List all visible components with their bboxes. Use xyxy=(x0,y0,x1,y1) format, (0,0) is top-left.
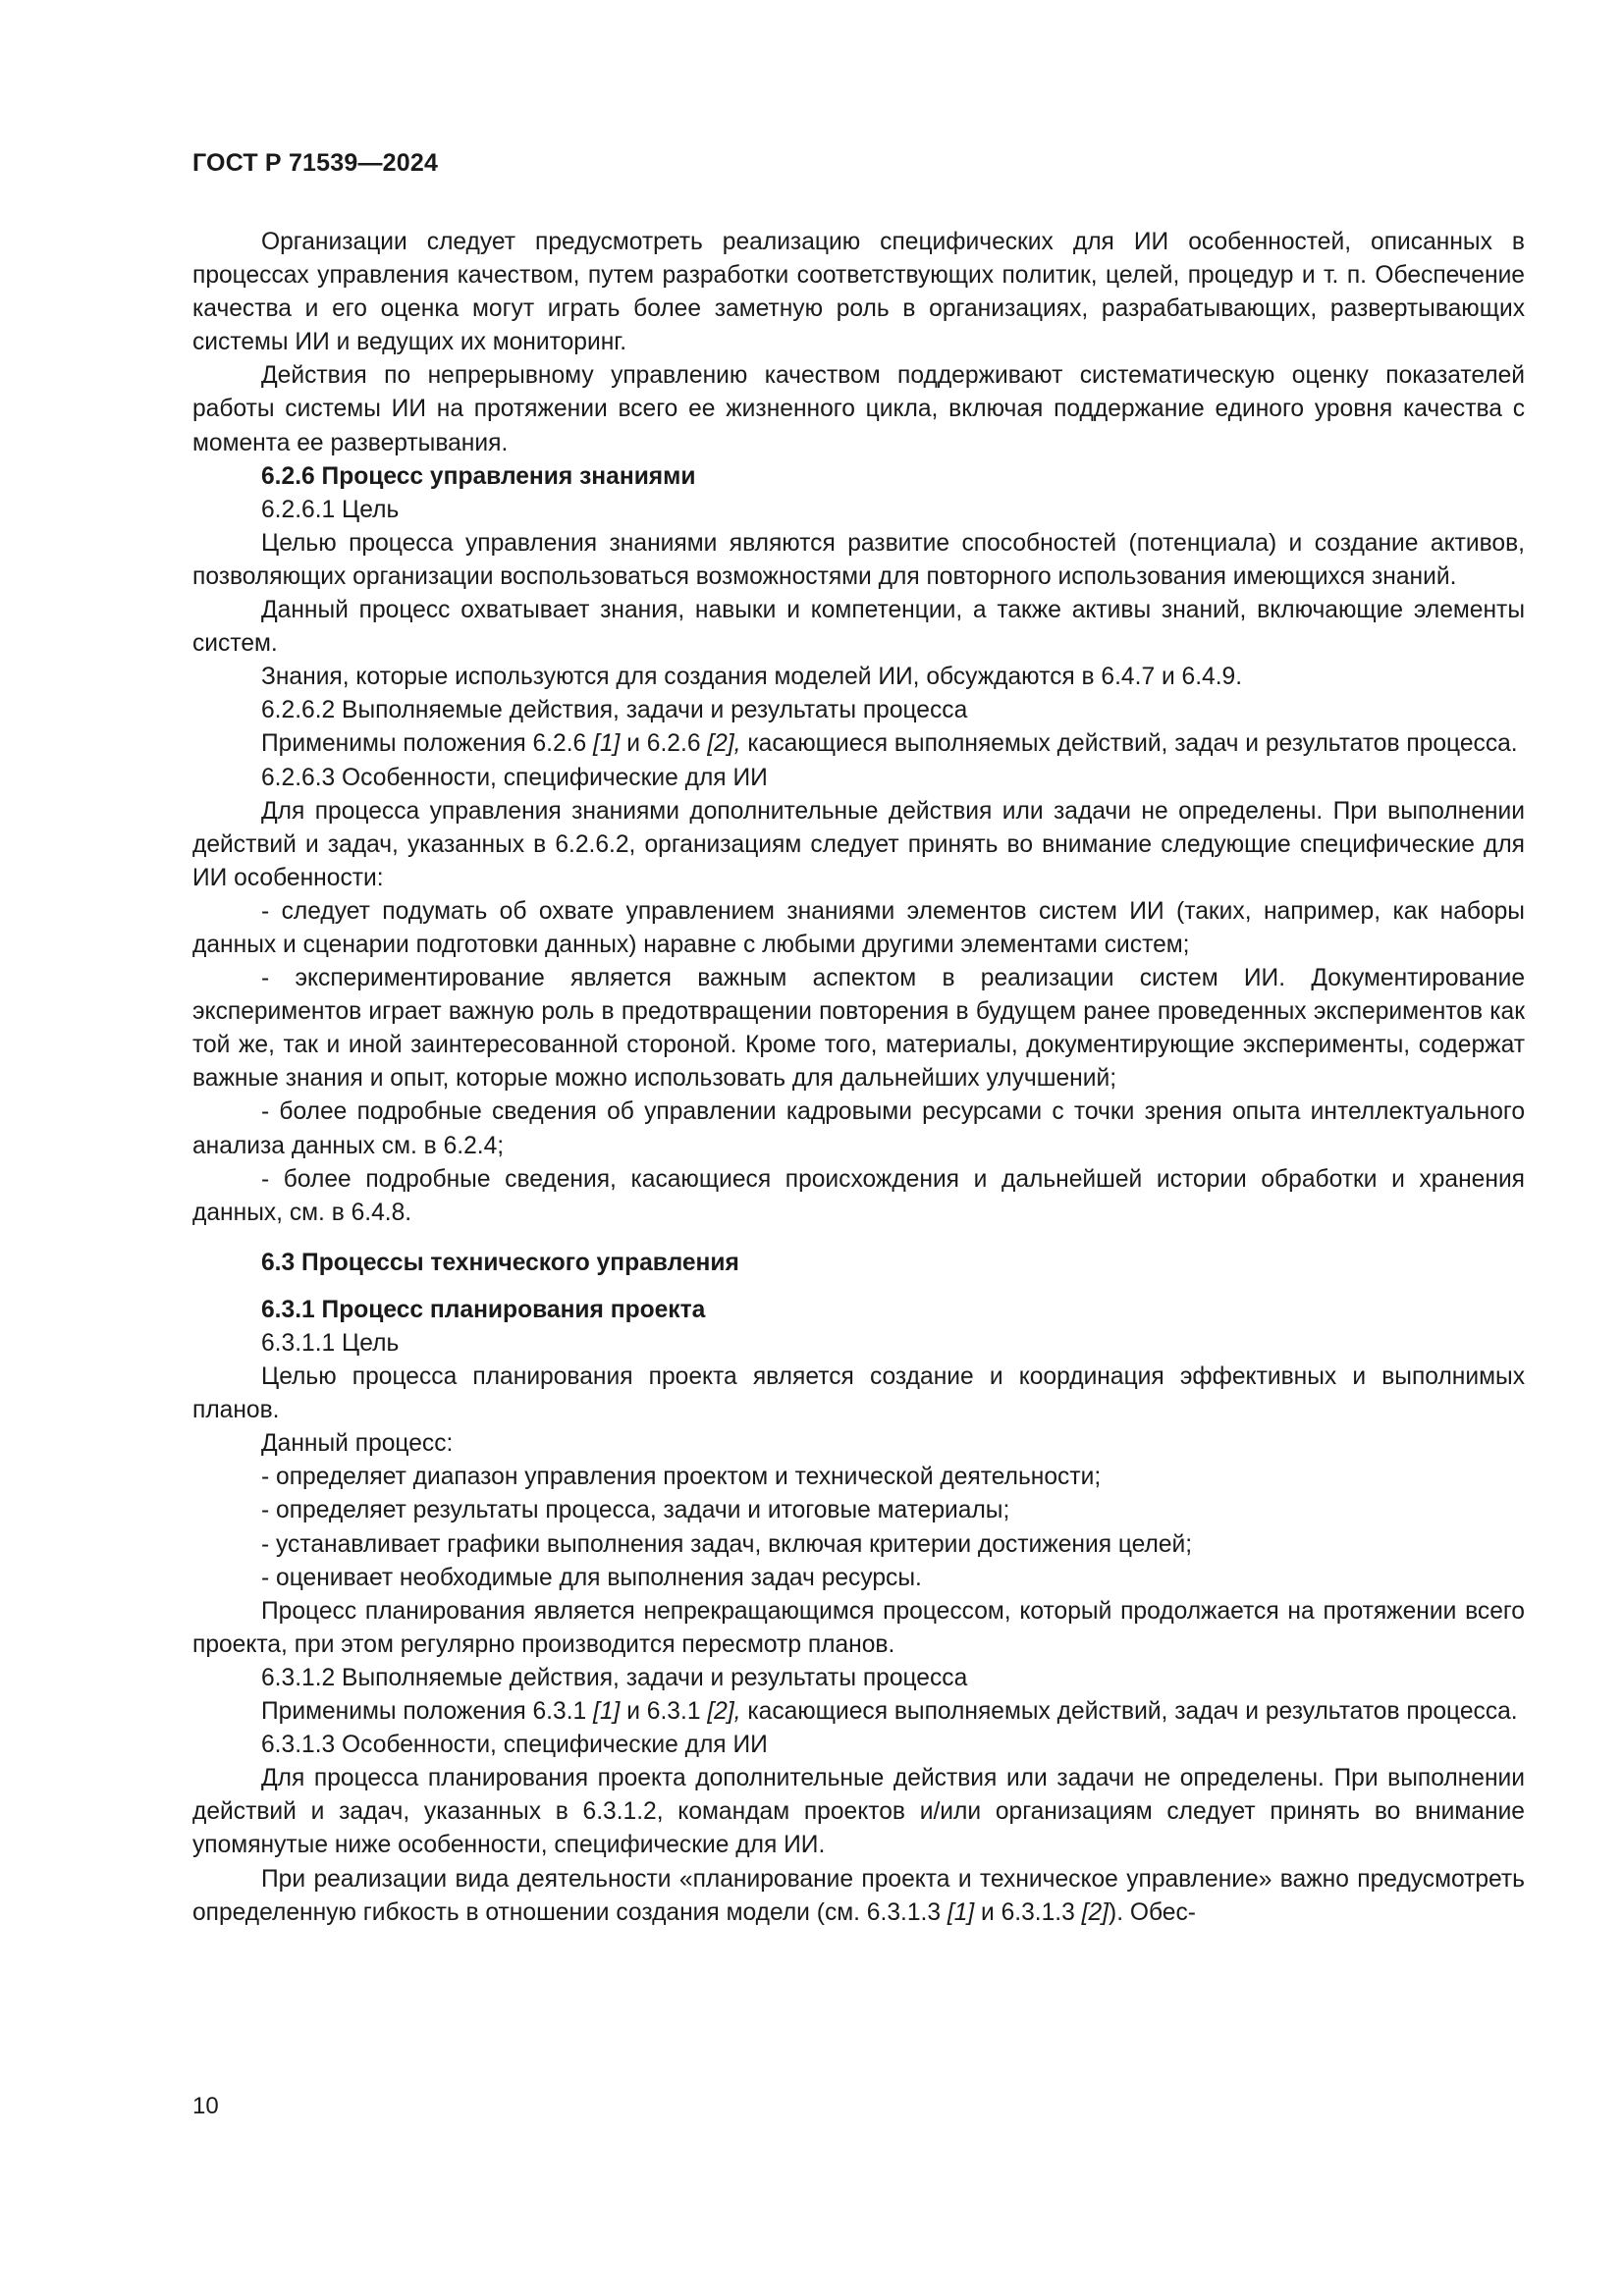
reference-link: [1] xyxy=(947,1898,975,1926)
list-item: - определяет диапазон управления проектом и технической деятельности; xyxy=(261,1464,1102,1491)
document-code-header: ГОСТ Р 71539—2024 xyxy=(192,149,439,177)
list-item: - экспериментирование является важным аспектом в реализации систем ИИ. Документирование экспериментов играет важную роль в предотвращении повторения в будущем ранее проведенных экспериментов как той же, так и иной заинтересованной стороной. Кроме того, материалы, документирующие эксперименты, содержат важные знания и опыт, которые можно использовать для дальнейших улучшений; xyxy=(192,965,1525,1093)
subsection-heading-6-3-1-2: 6.3.1.2 Выполняемые действия, задачи и результаты процесса xyxy=(261,1664,968,1691)
paragraph: Знания, которые используются для создания моделей ИИ, обсуждаются в 6.4.7 и 6.4.9. xyxy=(261,664,1243,691)
reference-link: [2], xyxy=(707,730,741,758)
paragraph: Данный процесс охватывает знания, навыки и компетенции, а также активы знаний, включающие элементы систем. xyxy=(192,597,1525,658)
list-item: - оценивает необходимые для выполнения задач ресурсы. xyxy=(261,1564,922,1591)
text-run: и 6.2.6 xyxy=(620,730,708,758)
paragraph: Для процесса планирования проекта дополнительные действия или задачи не определены. При выполнении действий и задач, указанных в 6.3.1.2, командам проектов и/или организациям следует принять во внимание упомянутые ниже особенности, специфические для ИИ. xyxy=(192,1765,1525,1859)
paragraph xyxy=(192,1695,1525,1729)
text-run: касающиеся выполняемых действий, задач и результатов процесса. xyxy=(740,1698,1518,1726)
text-run: Применимы положения 6.2.6 xyxy=(261,730,594,758)
text-run: Применимы положения 6.3.1 xyxy=(261,1698,594,1726)
paragraph: Целью процесса управления знаниями являются развитие способностей (потенциала) и создание активов, позволяющих организации воспользоваться возможностями для повторного использования имеющихся знаний. xyxy=(192,529,1525,590)
text-run: касающиеся выполняемых действий, задач и результатов процесса. xyxy=(740,730,1518,758)
reference-link: [2] xyxy=(1081,1898,1109,1926)
list-item: - более подробные сведения, касающиеся происхождения и дальнейшей истории обработки и хранения данных, см. в 6.4.8. xyxy=(192,1165,1525,1226)
section-heading-6-2-6: 6.2.6 Процесс управления знаниями xyxy=(261,462,696,490)
section-heading-6-3: 6.3 Процессы технического управления xyxy=(261,1249,739,1276)
reference-link: [1] xyxy=(593,1698,621,1726)
paragraph: Данный процесс: xyxy=(261,1430,454,1458)
subsection-heading-6-2-6-3: 6.2.6.3 Особенности, специфические для ИИ xyxy=(261,764,768,791)
list-item: - следует подумать об охвате управлением знаниями элементов систем ИИ (таких, например, как наборы данных и сценарии подготовки данных) наравне с любыми другими элементами систем; xyxy=(192,897,1525,958)
text-run: ). Обес- xyxy=(1109,1898,1196,1926)
text-run: При реализации вида деятельности «планирование проекта и техническое управление» важно предусмотреть определенную гибкость в отношении создания модели (см. 6.3.1.3 xyxy=(192,1865,1525,1926)
text-run: и 6.3.1 xyxy=(620,1698,708,1726)
section-heading-6-3-1: 6.3.1 Процесс планирования проекта xyxy=(261,1296,706,1323)
list-item: - устанавливает графики выполнения задач, включая критерии достижения целей; xyxy=(261,1530,1193,1558)
text-run: и 6.3.1.3 xyxy=(974,1898,1082,1926)
paragraph: Целью процесса планирования проекта является создание и координация эффективных и выполнимых планов. xyxy=(192,1363,1525,1424)
page-number: 10 xyxy=(192,2093,219,2119)
paragraph xyxy=(192,727,1525,761)
paragraph: Действия по непрерывному управлению качеством поддерживают систематическую оценку показателей работы системы ИИ на протяжении всего ее жизненного цикла, включая поддержание единого уровня качества с момента ее развертывания. xyxy=(192,362,1525,456)
paragraph: Организации следует предусмотреть реализацию специфических для ИИ особенностей, описанных в процессах управления качеством, путем разработки соответствующих политик, целей, процедур и т. п. Обеспечение качества и его оценка могут играть более заметную роль в организациях, разрабатывающих, развертывающих системы ИИ и ведущих их мониторинг. xyxy=(192,229,1525,356)
list-item: - более подробные сведения об управлении кадровыми ресурсами с точки зрения опыта интеллектуального анализа данных см. в 6.2.4; xyxy=(192,1098,1525,1159)
subsection-heading-6-3-1-1: 6.3.1.1 Цель xyxy=(261,1330,400,1357)
reference-link: [2], xyxy=(707,1698,741,1726)
reference-link: [1] xyxy=(593,730,621,758)
document-body xyxy=(192,226,1525,1930)
list-item: - определяет результаты процесса, задачи и итоговые материалы; xyxy=(261,1497,1010,1524)
paragraph: Для процесса управления знаниями дополнительные действия или задачи не определены. При выполнении действий и задач, указанных в 6.2.6.2, организациям следует принять во внимание следующие специфические для ИИ особенности: xyxy=(192,797,1525,891)
paragraph xyxy=(192,1863,1525,1930)
subsection-heading-6-2-6-2: 6.2.6.2 Выполняемые действия, задачи и результаты процесса xyxy=(261,697,968,724)
subsection-heading-6-3-1-3: 6.3.1.3 Особенности, специфические для ИИ xyxy=(261,1732,768,1759)
paragraph: Процесс планирования является непрекращающимся процессом, который продолжается на протяжении всего проекта, при этом регулярно производится пересмотр планов. xyxy=(192,1597,1525,1658)
subsection-heading-6-2-6-1: 6.2.6.1 Цель xyxy=(261,496,400,523)
